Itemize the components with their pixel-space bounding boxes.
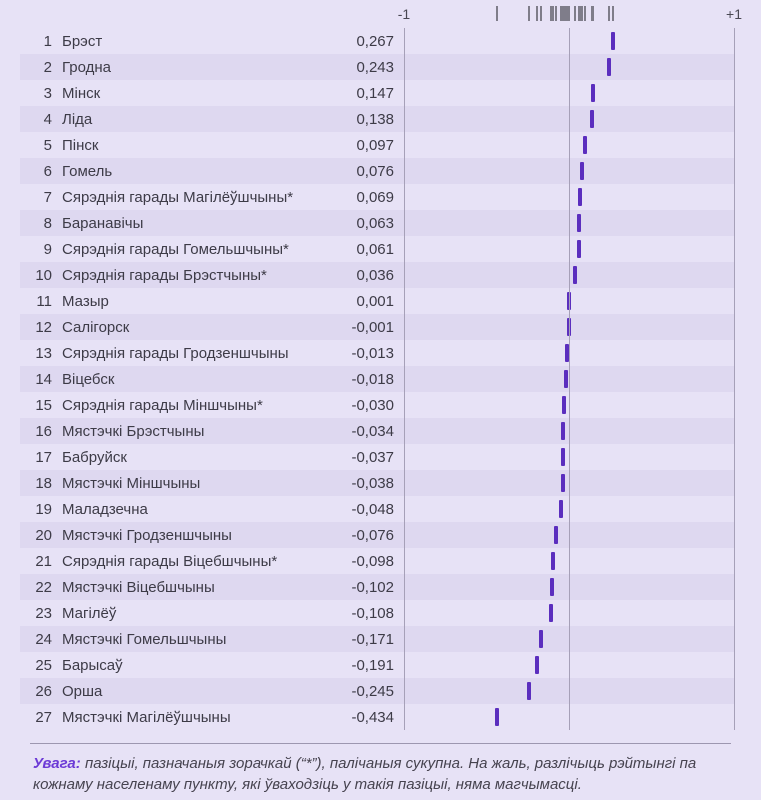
axis-min-label: -1: [397, 6, 411, 22]
row-chart-cell: [404, 470, 734, 496]
row-rank: 16: [35, 422, 52, 440]
rug-tick: [608, 6, 610, 21]
row-rank: 15: [35, 396, 52, 414]
row-chart-cell: [404, 652, 734, 678]
value-mark: [495, 708, 499, 726]
value-mark: [561, 422, 565, 440]
row-name: Магілёў: [62, 604, 117, 622]
axis-strip: [397, 2, 742, 28]
table-row: [20, 366, 734, 392]
row-chart-cell: [404, 704, 734, 730]
row-name: Мястэчкі Міншчыны: [62, 474, 201, 492]
rug-tick: [578, 6, 580, 21]
value-mark: [527, 682, 531, 700]
row-value: -0,034: [351, 422, 394, 440]
value-mark: [562, 396, 566, 414]
value-mark: [559, 500, 563, 518]
table-row: [20, 106, 734, 132]
row-chart-cell: [404, 262, 734, 288]
table-row: [20, 626, 734, 652]
row-name: Барысаў: [62, 656, 123, 674]
row-chart-cell: [404, 184, 734, 210]
footnote: [30, 743, 731, 795]
row-name: Віцебск: [62, 370, 115, 388]
value-mark: [611, 32, 615, 50]
table-row: [20, 340, 734, 366]
table-row: [20, 678, 734, 704]
row-chart-cell: [404, 496, 734, 522]
row-chart-cell: [404, 366, 734, 392]
rug-tick: [612, 6, 614, 21]
value-mark: [549, 604, 553, 622]
rug-tick: [528, 6, 530, 21]
row-rank: 4: [43, 110, 52, 128]
table-row: [20, 158, 734, 184]
row-rank: 8: [43, 214, 52, 232]
row-chart-cell: [404, 314, 734, 340]
row-value: -0,001: [351, 318, 394, 336]
value-mark: [578, 188, 582, 206]
row-value: 0,138: [356, 110, 394, 128]
rows-container: [0, 28, 761, 730]
table-row: [20, 262, 734, 288]
table-row: [20, 470, 734, 496]
row-rank: 23: [35, 604, 52, 622]
table-row: [20, 652, 734, 678]
table-row: [20, 54, 734, 80]
row-rank: 24: [35, 630, 52, 648]
row-name: Мінск: [62, 84, 101, 102]
row-name: Сярэднія гарады Гомельшчыны*: [62, 240, 289, 258]
row-name: Пінск: [62, 136, 99, 154]
row-rank: 20: [35, 526, 52, 544]
row-value: -0,038: [351, 474, 394, 492]
value-mark: [550, 578, 554, 596]
table-row: [20, 548, 734, 574]
value-mark: [535, 656, 539, 674]
value-mark: [583, 136, 587, 154]
row-value: -0,030: [351, 396, 394, 414]
row-rank: 17: [35, 448, 52, 466]
value-mark: [564, 370, 568, 388]
row-rank: 18: [35, 474, 52, 492]
row-value: -0,434: [351, 708, 394, 726]
rug-tick: [591, 6, 593, 21]
value-mark: [554, 526, 558, 544]
value-mark: [561, 448, 565, 466]
row-value: 0,069: [356, 188, 394, 206]
rug-tick: [574, 6, 576, 21]
row-rank: 14: [35, 370, 52, 388]
value-mark: [591, 84, 595, 102]
value-mark: [577, 214, 581, 232]
row-rank: 21: [35, 552, 52, 570]
row-rank: 5: [43, 136, 52, 154]
row-name: Гомель: [62, 162, 113, 180]
row-chart-cell: [404, 574, 734, 600]
table-row: [20, 444, 734, 470]
row-chart-cell: [404, 288, 734, 314]
row-rank: 11: [36, 292, 52, 310]
rug-tick: [568, 6, 570, 21]
rug-tick: [555, 6, 557, 21]
table-row: [20, 80, 734, 106]
row-name: Баранавічы: [62, 214, 144, 232]
footnote-text: пазіцыі, пазначаныя зорачкай (“*”), палічаныя сукупна. На жаль, разлічыць рэйтынгі па кожнаму населенаму пункту, які ўваходзіць у такія пазіцыі, няма магчымасці.: [33, 755, 697, 793]
row-name: Бабруйск: [62, 448, 127, 466]
row-name: Мазыр: [62, 292, 109, 310]
table-row: [20, 392, 734, 418]
row-chart-cell: [404, 418, 734, 444]
row-name: Сярэднія гарады Гродзеншчыны: [62, 344, 289, 362]
row-chart-cell: [404, 392, 734, 418]
row-chart-cell: [404, 106, 734, 132]
row-rank: 9: [43, 240, 52, 258]
rug-tick: [540, 6, 542, 21]
row-name: Брэст: [62, 32, 103, 50]
row-name: Сярэднія гарады Віцебшчыны*: [62, 552, 278, 570]
row-chart-cell: [404, 444, 734, 470]
row-rank: 7: [43, 188, 52, 206]
row-value: 0,036: [356, 266, 394, 284]
row-value: -0,037: [351, 448, 394, 466]
table-row: [20, 522, 734, 548]
axis-header: [20, 2, 742, 28]
row-value: -0,108: [351, 604, 394, 622]
row-chart-cell: [404, 678, 734, 704]
row-name: Маладзечна: [62, 500, 148, 518]
value-mark: [577, 240, 581, 258]
row-value: 0,243: [356, 58, 394, 76]
row-rank: 3: [43, 84, 52, 102]
row-value: -0,098: [351, 552, 394, 570]
rug-strip: [404, 2, 734, 28]
row-name: Мястэчкі Гродзеншчыны: [62, 526, 232, 544]
value-mark: [561, 474, 565, 492]
value-mark: [573, 266, 577, 284]
table-row: [20, 574, 734, 600]
row-chart-cell: [404, 158, 734, 184]
row-chart-cell: [404, 210, 734, 236]
row-rank: 10: [35, 266, 52, 284]
row-name: Салігорск: [62, 318, 130, 336]
row-name: Гродна: [62, 58, 112, 76]
row-value: 0,267: [356, 32, 394, 50]
row-name: Ліда: [62, 110, 93, 128]
row-name: Мястэчкі Магілёўшчыны: [62, 708, 231, 726]
row-name: Мястэчкі Брэстчыны: [62, 422, 205, 440]
row-rank: 19: [35, 500, 52, 518]
rug-tick: [496, 6, 498, 21]
row-chart-cell: [404, 548, 734, 574]
row-value: -0,048: [351, 500, 394, 518]
row-value: -0,191: [351, 656, 394, 674]
rug-tick: [536, 6, 538, 21]
value-mark: [590, 110, 594, 128]
footnote-label: Увага:: [33, 755, 81, 772]
table-row: [20, 132, 734, 158]
row-name: Сярэднія гарады Міншчыны*: [62, 396, 263, 414]
row-value: 0,076: [356, 162, 394, 180]
table-row: [20, 184, 734, 210]
value-mark: [551, 552, 555, 570]
row-rank: 22: [35, 578, 52, 596]
rug-tick: [550, 6, 552, 21]
row-value: -0,076: [351, 526, 394, 544]
row-value: -0,018: [351, 370, 394, 388]
row-name: Мястэчкі Гомельшчыны: [62, 630, 227, 648]
row-chart-cell: [404, 522, 734, 548]
value-mark: [565, 344, 569, 362]
row-chart-cell: [404, 132, 734, 158]
row-value: 0,097: [356, 136, 394, 154]
row-rank: 25: [35, 656, 52, 674]
row-chart-cell: [404, 28, 734, 54]
row-value: -0,245: [351, 682, 394, 700]
row-chart-cell: [404, 600, 734, 626]
row-value: -0,102: [351, 578, 394, 596]
value-mark: [539, 630, 543, 648]
table-row: [20, 288, 734, 314]
row-value: -0,013: [351, 344, 394, 362]
row-chart-cell: [404, 80, 734, 106]
table-row: [20, 28, 734, 54]
row-name: Мястэчкі Віцебшчыны: [62, 578, 215, 596]
row-rank: 6: [43, 162, 52, 180]
table-row: [20, 236, 734, 262]
row-chart-cell: [404, 626, 734, 652]
row-rank: 27: [35, 708, 52, 726]
row-value: 0,147: [356, 84, 394, 102]
rug-tick: [560, 6, 562, 21]
row-name: Сярэднія гарады Магілёўшчыны*: [62, 188, 294, 206]
rug-tick: [565, 6, 567, 21]
value-mark: [567, 318, 571, 336]
row-value: 0,001: [356, 292, 394, 310]
axis-max-label: +1: [726, 6, 742, 22]
row-name: Орша: [62, 682, 103, 700]
table-row: [20, 496, 734, 522]
rug-tick: [584, 6, 586, 21]
row-rank: 2: [43, 58, 52, 76]
value-mark: [580, 162, 584, 180]
table-row: [20, 704, 734, 730]
row-value: 0,061: [356, 240, 394, 258]
row-value: -0,171: [351, 630, 394, 648]
value-mark: [567, 292, 571, 310]
row-rank: 12: [35, 318, 52, 336]
table-row: [20, 210, 734, 236]
row-rank: 26: [35, 682, 52, 700]
table-row: [20, 418, 734, 444]
row-value: 0,063: [356, 214, 394, 232]
row-rank: 1: [43, 32, 52, 50]
table-row: [20, 314, 734, 340]
table-row: [20, 600, 734, 626]
row-name: Сярэднія гарады Брэстчыны*: [62, 266, 267, 284]
row-chart-cell: [404, 236, 734, 262]
row-chart-cell: [404, 340, 734, 366]
row-chart-cell: [404, 54, 734, 80]
row-rank: 13: [35, 344, 52, 362]
value-mark: [607, 58, 611, 76]
